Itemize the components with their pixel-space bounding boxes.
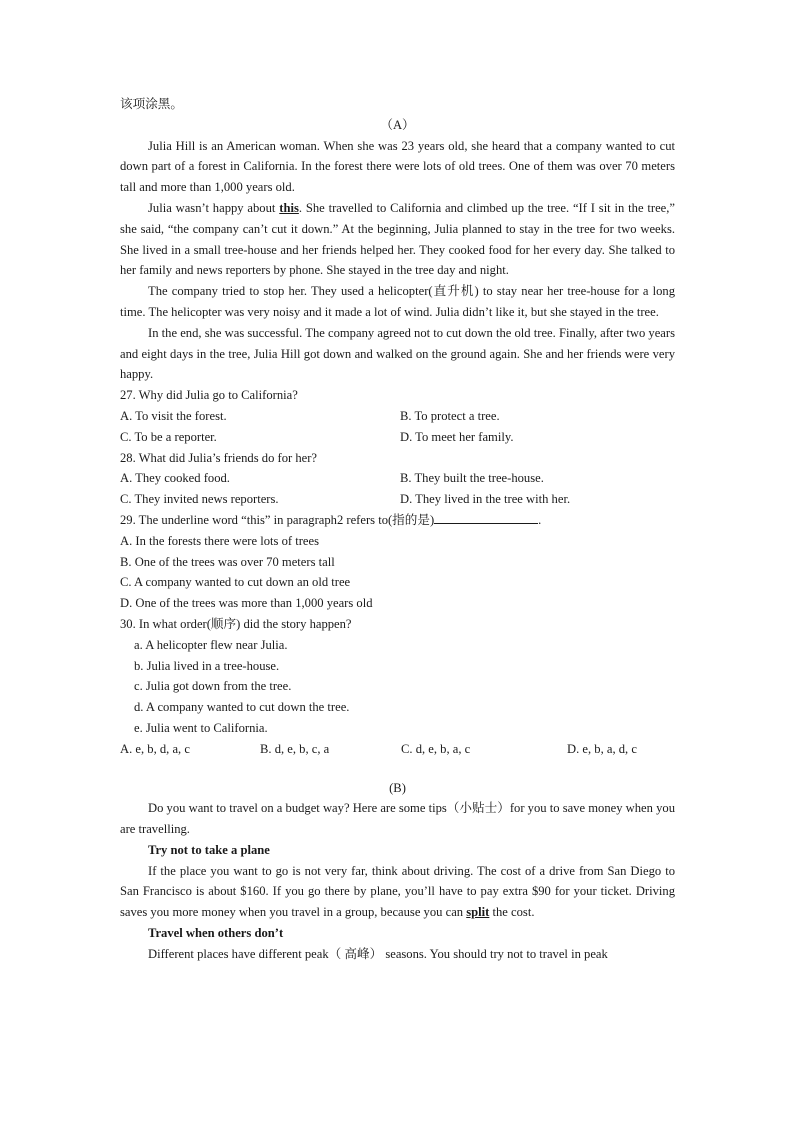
question-30-stem: 30. In what order(顺序) did the story happen? xyxy=(120,616,352,631)
option-d: D. To meet her family. xyxy=(400,429,514,444)
question-27-options-row-2 xyxy=(120,427,675,448)
option-a: A. In the forests there were lots of trees xyxy=(120,533,319,548)
event-e: e. Julia went to California. xyxy=(134,720,268,735)
section-a-heading: （A） xyxy=(380,117,415,132)
section-a-paragraph-3: The company tried to stop her. They used a helicopter(直升机) to stay near her tree-house for a long time. The helicopter was very noisy and it made a lot of wind. Julia didn’t like it, but she stayed in the tree. xyxy=(120,284,675,319)
question-28-options-row-1 xyxy=(120,468,675,489)
option-d: D. One of the trees was more than 1,000 years old xyxy=(120,596,373,611)
option-c: C. They invited news reporters. xyxy=(120,492,279,507)
question-29-end: . xyxy=(538,512,542,527)
underlined-word-split: split xyxy=(466,905,490,920)
question-30-options xyxy=(120,739,675,760)
question-28-stem: 28. What did Julia’s friends do for her? xyxy=(120,450,318,465)
question-27-options-row-1 xyxy=(120,406,675,427)
option-d: D. e, b, a, d, c xyxy=(567,741,637,756)
option-b: B. One of the trees was over 70 meters tall xyxy=(120,554,335,569)
answer-blank xyxy=(434,511,538,524)
paragraph-text-before: If the place you want to go is not very far, think about driving. The cost of a drive from San Diego to San Francisco is about $160. If you go there by plane, you’ll have to pay extra $90 for your ticket. Driving saves you more money when you travel in a group, because you can xyxy=(120,863,675,920)
section-a-paragraph-1: Julia Hill is an American woman. When she was 23 years old, she heard that a company wanted to cut down part of a forest in California. In the forest there were lots of old trees. One of them was over 70 meters tall and more than 1,000 years old. xyxy=(120,138,675,195)
section-b-paragraph-3: Different places have different peak（ 高峰） seasons. You should try not to travel in peak xyxy=(148,946,608,961)
option-a: A. To visit the forest. xyxy=(120,408,227,423)
section-gap xyxy=(120,760,675,778)
event-d: d. A company wanted to cut down the tree. xyxy=(134,700,350,715)
event-c: c. Julia got down from the tree. xyxy=(134,679,292,694)
event-a: a. A helicopter flew near Julia. xyxy=(134,637,288,652)
underlined-word-this: this xyxy=(279,200,299,215)
intro-line: 该项涂黑。 xyxy=(120,97,183,111)
question-29-stem xyxy=(120,510,675,531)
question-29-text: 29. The underline word “this” in paragraph2 refers to(指的是) xyxy=(120,512,435,527)
paragraph-2-text-after: . She travelled to California and climbed up the tree. “If I sit in the tree,” she said, “the company can’t cut it down.” At the beginning, Julia planned to stay in the tree for two weeks. She lived in a small tree-house and her friends helped her. They cooked food for her every day. She talked to her family and news reporters by phone. She stayed in the tree day and night. xyxy=(120,200,675,278)
option-b: B. d, e, b, c, a xyxy=(260,741,330,756)
option-c: C. d, e, b, a, c xyxy=(401,741,471,756)
section-b-paragraph-1: Do you want to travel on a budget way? Here are some tips（小贴士）for you to save money when you are travelling. xyxy=(120,801,675,837)
section-b-subheading-2: Travel when others don’t xyxy=(148,926,284,941)
option-a: A. e, b, d, a, c xyxy=(120,741,190,756)
section-b-heading: (B) xyxy=(389,780,406,795)
option-b: B. They built the tree-house. xyxy=(400,471,544,486)
option-a: A. They cooked food. xyxy=(120,471,230,486)
question-28-options-row-2 xyxy=(120,489,675,510)
paragraph-2-text-before: Julia wasn’t happy about xyxy=(148,200,280,215)
question-30-event-list xyxy=(120,635,675,739)
section-a-paragraph-2 xyxy=(120,198,675,281)
section-b-subheading-1: Try not to take a plane xyxy=(148,842,270,857)
section-b-paragraph-2 xyxy=(120,861,675,923)
question-27-stem: 27. Why did Julia go to California? xyxy=(120,388,298,403)
option-c: C. A company wanted to cut down an old tree xyxy=(120,575,351,590)
paragraph-text-after: the cost. xyxy=(489,905,535,920)
option-c: C. To be a reporter. xyxy=(120,429,217,444)
option-d: D. They lived in the tree with her. xyxy=(400,492,571,507)
option-b: B. To protect a tree. xyxy=(400,408,500,423)
event-b: b. Julia lived in a tree-house. xyxy=(134,658,280,673)
section-a-paragraph-4: In the end, she was successful. The company agreed not to cut down the old tree. Finally, after two years and eight days in the tree, Julia Hill got down and walked on the ground again. She and her friends were very happy. xyxy=(120,325,675,382)
document-content xyxy=(120,94,675,965)
